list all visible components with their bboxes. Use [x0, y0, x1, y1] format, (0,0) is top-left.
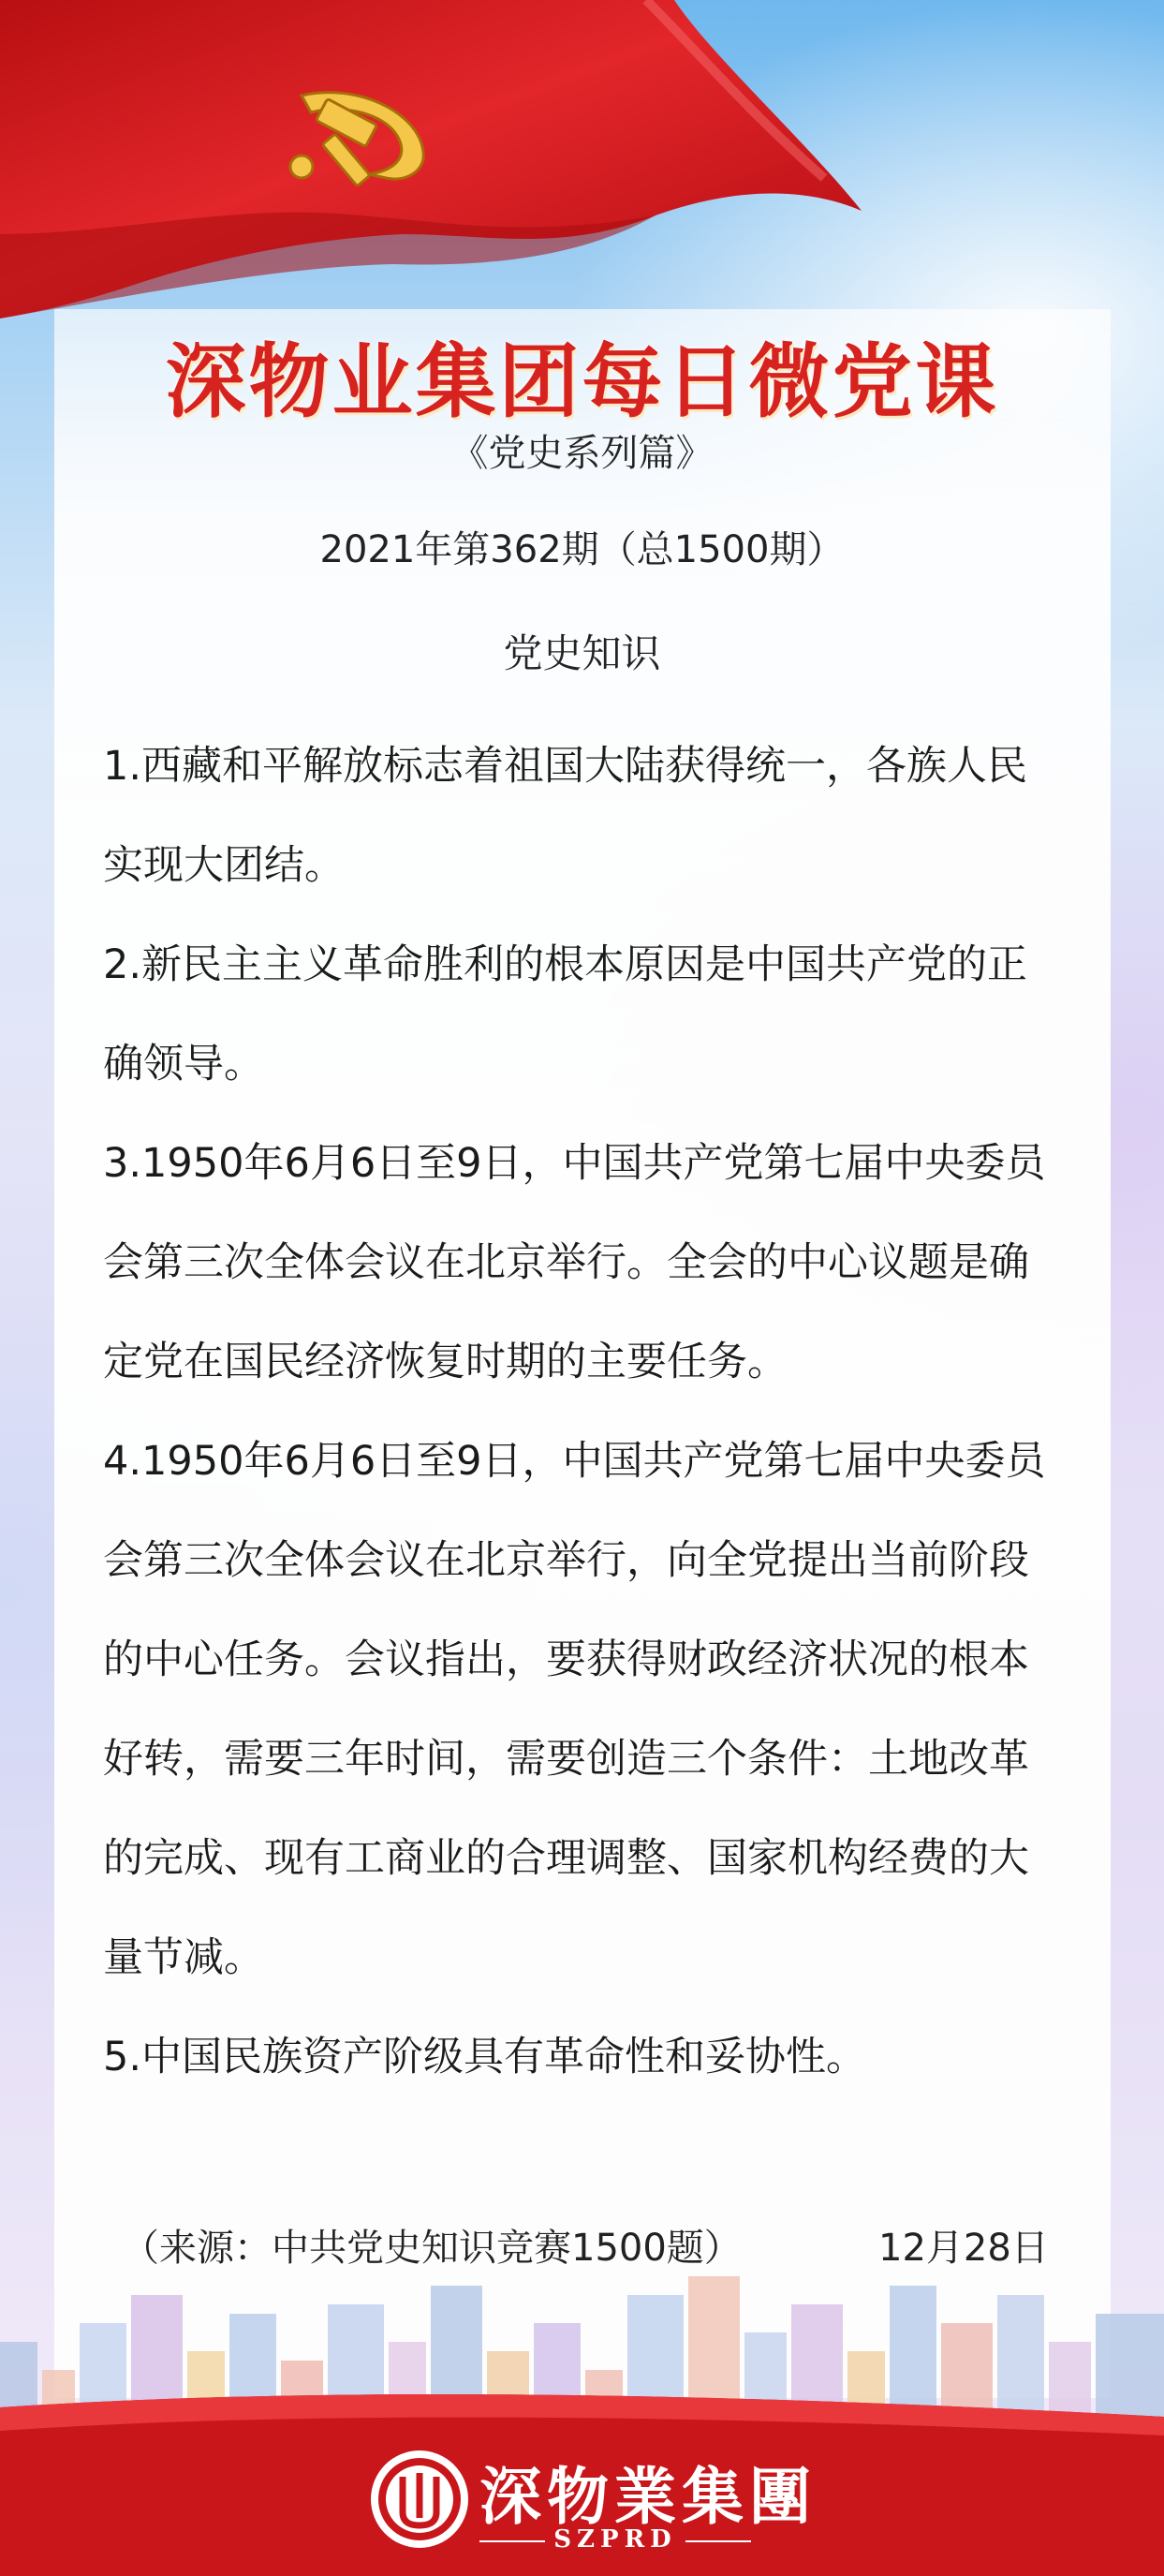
list-item: 1.西藏和平解放标志着祖国大陆获得统一，各族人民实现大团结。	[103, 743, 1028, 889]
brand-name-en: SZPRD	[553, 2525, 677, 2554]
brand-name-cn: 深物業集團	[479, 2460, 817, 2533]
date-label: 12月28日	[878, 2227, 1049, 2270]
list-item: 4.1950年6月6日至9日，中国共产党第七届中央委员会第三次全体会议在北京举行，向全党提出当前阶段的中心任务。会议指出，要获得财政经济状况的根本好转，需要三年时间，需要创造三个条件：土地改革的完成、现有工商业的合理调整、国家机构经费的大量节减。	[103, 1438, 1046, 1981]
section-heading: 党史知识	[503, 630, 661, 676]
source-note: （来源：中共党史知识竞赛1500题）	[122, 2227, 742, 2270]
page-subtitle: 《党史系列篇》	[450, 432, 714, 475]
page-title: 深物业集团每日微党课	[165, 334, 999, 429]
party-flag	[0, 0, 1164, 337]
hammer-sickle-icon	[245, 84, 442, 187]
knowledge-list	[103, 717, 1068, 2107]
list-item: 2.新民主主义革命胜利的根本原因是中国共产党的正确领导。	[103, 941, 1028, 1088]
issue-number: 2021年第362期（总1500期）	[319, 528, 845, 571]
list-item: 3.1950年6月6日至9日，中国共产党第七届中央委员会第三次全体会议在北京举行。全会的中心议题是确定党在国民经济恢复时期的主要任务。	[103, 1140, 1046, 1385]
szprd-logo-icon	[367, 2447, 472, 2552]
list-item: 5.中国民族资产阶级具有革命性和妥协性。	[103, 2034, 867, 2080]
